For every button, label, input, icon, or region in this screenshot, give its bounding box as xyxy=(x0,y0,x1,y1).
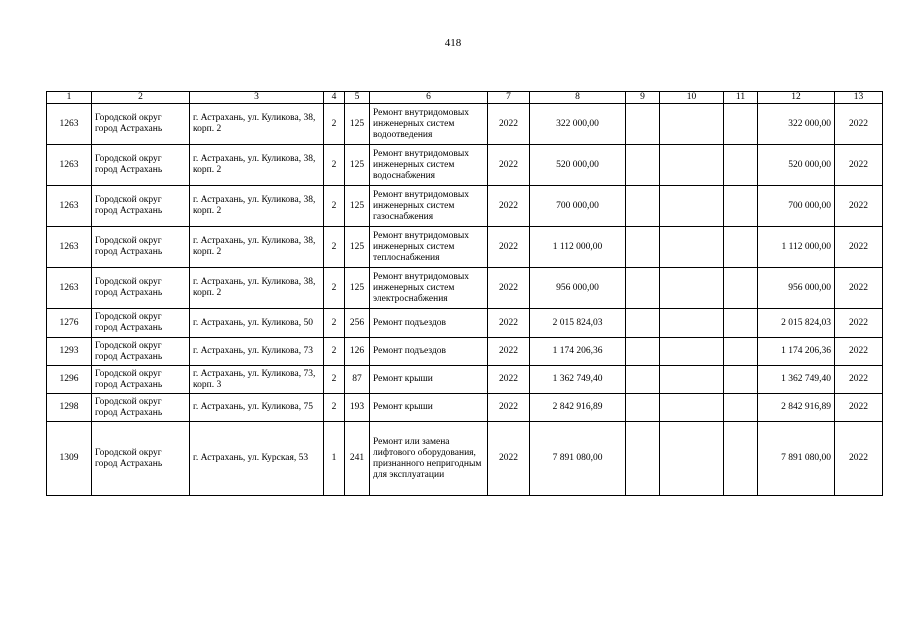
cell-col-11 xyxy=(724,338,758,366)
table-row xyxy=(47,227,883,268)
col-header-13: 13 xyxy=(835,92,883,104)
cell-col-9 xyxy=(626,309,660,338)
cell-col-4: 2 xyxy=(324,366,345,394)
table-row xyxy=(47,104,883,145)
cell-address: г. Астрахань, ул. Куликова, 38, корп. 2 xyxy=(190,145,324,186)
cell-year: 2022 xyxy=(488,268,530,309)
cell-address: г. Астрахань, ул. Куликова, 38, корп. 2 xyxy=(190,268,324,309)
capital-repair-table xyxy=(46,91,883,496)
col-header-4: 4 xyxy=(324,92,345,104)
cell-cost: 2 842 916,89 xyxy=(530,394,626,422)
page-number: 418 xyxy=(444,37,462,49)
cell-cost: 1 112 000,00 xyxy=(530,227,626,268)
table-row xyxy=(47,338,883,366)
cell-number: 1263 xyxy=(47,145,92,186)
cell-col-11 xyxy=(724,394,758,422)
cell-col-4: 2 xyxy=(324,394,345,422)
cell-col-11 xyxy=(724,309,758,338)
cell-year: 2022 xyxy=(488,422,530,496)
cell-col-11 xyxy=(724,227,758,268)
cell-total: 2 842 916,89 xyxy=(758,394,835,422)
cell-address: г. Астрахань, ул. Куликова, 73, корп. 3 xyxy=(190,366,324,394)
cell-work-type: Ремонт крыши xyxy=(370,366,488,394)
cell-cost: 520 000,00 xyxy=(530,145,626,186)
col-header-3: 3 xyxy=(190,92,324,104)
col-header-6: 6 xyxy=(370,92,488,104)
cell-period: 2022 xyxy=(835,422,883,496)
cell-number: 1263 xyxy=(47,104,92,145)
cell-address: г. Астрахань, ул. Куликова, 38, корп. 2 xyxy=(190,104,324,145)
cell-col-9 xyxy=(626,338,660,366)
table-row xyxy=(47,145,883,186)
cell-col-9 xyxy=(626,104,660,145)
cell-col-9 xyxy=(626,145,660,186)
cell-col-5: 125 xyxy=(345,104,370,145)
table-row xyxy=(47,309,883,338)
cell-municipality: Городской округ город Астрахань xyxy=(92,145,190,186)
cell-year: 2022 xyxy=(488,309,530,338)
cell-work-type: Ремонт внутридомовых инженерных систем водоотведения xyxy=(370,104,488,145)
cell-col-11 xyxy=(724,422,758,496)
cell-municipality: Городской округ город Астрахань xyxy=(92,309,190,338)
cell-number: 1263 xyxy=(47,186,92,227)
cell-col-11 xyxy=(724,268,758,309)
cell-number: 1296 xyxy=(47,366,92,394)
cell-work-type: Ремонт внутридомовых инженерных систем водоснабжения xyxy=(370,145,488,186)
cell-year: 2022 xyxy=(488,338,530,366)
cell-period: 2022 xyxy=(835,268,883,309)
cell-municipality: Городской округ город Астрахань xyxy=(92,227,190,268)
cell-col-5: 193 xyxy=(345,394,370,422)
cell-col-9 xyxy=(626,268,660,309)
cell-col-10 xyxy=(660,338,724,366)
cell-period: 2022 xyxy=(835,309,883,338)
col-header-11: 11 xyxy=(724,92,758,104)
cell-year: 2022 xyxy=(488,104,530,145)
cell-number: 1276 xyxy=(47,309,92,338)
cell-number: 1309 xyxy=(47,422,92,496)
cell-col-9 xyxy=(626,422,660,496)
cell-col-4: 2 xyxy=(324,145,345,186)
cell-cost: 322 000,00 xyxy=(530,104,626,145)
table-row xyxy=(47,268,883,309)
cell-col-5: 256 xyxy=(345,309,370,338)
cell-work-type: Ремонт внутридомовых инженерных систем теплоснабжения xyxy=(370,227,488,268)
col-header-12: 12 xyxy=(758,92,835,104)
col-header-2: 2 xyxy=(92,92,190,104)
cell-work-type: Ремонт внутридомовых инженерных систем газоснабжения xyxy=(370,186,488,227)
cell-year: 2022 xyxy=(488,186,530,227)
col-header-9: 9 xyxy=(626,92,660,104)
table-row xyxy=(47,366,883,394)
cell-col-4: 2 xyxy=(324,104,345,145)
col-header-8: 8 xyxy=(530,92,626,104)
cell-number: 1298 xyxy=(47,394,92,422)
cell-municipality: Городской округ город Астрахань xyxy=(92,186,190,227)
cell-year: 2022 xyxy=(488,227,530,268)
cell-col-4: 2 xyxy=(324,227,345,268)
cell-work-type: Ремонт или замена лифтового оборудования, признанного непригодным для эксплуатации xyxy=(370,422,488,496)
cell-col-9 xyxy=(626,394,660,422)
cell-col-5: 87 xyxy=(345,366,370,394)
cell-total: 322 000,00 xyxy=(758,104,835,145)
cell-cost: 2 015 824,03 xyxy=(530,309,626,338)
cell-municipality: Городской округ город Астрахань xyxy=(92,394,190,422)
cell-municipality: Городской округ город Астрахань xyxy=(92,104,190,145)
cell-col-11 xyxy=(724,104,758,145)
table-row xyxy=(47,422,883,496)
cell-number: 1263 xyxy=(47,268,92,309)
cell-period: 2022 xyxy=(835,338,883,366)
cell-col-4: 2 xyxy=(324,309,345,338)
cell-total: 1 174 206,36 xyxy=(758,338,835,366)
cell-total: 1 112 000,00 xyxy=(758,227,835,268)
cell-work-type: Ремонт внутридомовых инженерных систем электроснабжения xyxy=(370,268,488,309)
cell-year: 2022 xyxy=(488,366,530,394)
cell-address: г. Астрахань, ул. Куликова, 38, корп. 2 xyxy=(190,227,324,268)
cell-number: 1263 xyxy=(47,227,92,268)
cell-col-10 xyxy=(660,268,724,309)
cell-total: 520 000,00 xyxy=(758,145,835,186)
cell-col-11 xyxy=(724,366,758,394)
cell-col-9 xyxy=(626,227,660,268)
table-row xyxy=(47,186,883,227)
cell-col-4: 1 xyxy=(324,422,345,496)
cell-municipality: Городской округ город Астрахань xyxy=(92,268,190,309)
cell-col-5: 125 xyxy=(345,186,370,227)
cell-col-11 xyxy=(724,145,758,186)
cell-cost: 700 000,00 xyxy=(530,186,626,227)
cell-address: г. Астрахань, ул. Куликова, 73 xyxy=(190,338,324,366)
cell-col-5: 126 xyxy=(345,338,370,366)
cell-col-5: 125 xyxy=(345,145,370,186)
cell-col-9 xyxy=(626,186,660,227)
cell-col-4: 2 xyxy=(324,268,345,309)
cell-municipality: Городской округ город Астрахань xyxy=(92,338,190,366)
cell-col-11 xyxy=(724,186,758,227)
cell-cost: 1 174 206,36 xyxy=(530,338,626,366)
col-header-1: 1 xyxy=(47,92,92,104)
cell-col-9 xyxy=(626,366,660,394)
cell-col-4: 2 xyxy=(324,186,345,227)
cell-address: г. Астрахань, ул. Куликова, 75 xyxy=(190,394,324,422)
cell-work-type: Ремонт подъездов xyxy=(370,309,488,338)
cell-col-10 xyxy=(660,104,724,145)
cell-col-10 xyxy=(660,366,724,394)
cell-total: 956 000,00 xyxy=(758,268,835,309)
cell-col-4: 2 xyxy=(324,338,345,366)
cell-total: 1 362 749,40 xyxy=(758,366,835,394)
cell-address: г. Астрахань, ул. Курская, 53 xyxy=(190,422,324,496)
cell-period: 2022 xyxy=(835,186,883,227)
cell-col-10 xyxy=(660,309,724,338)
cell-municipality: Городской округ город Астрахань xyxy=(92,366,190,394)
cell-municipality: Городской округ город Астрахань xyxy=(92,422,190,496)
cell-col-10 xyxy=(660,186,724,227)
cell-address: г. Астрахань, ул. Куликова, 50 xyxy=(190,309,324,338)
cell-year: 2022 xyxy=(488,145,530,186)
cell-period: 2022 xyxy=(835,366,883,394)
cell-col-5: 125 xyxy=(345,268,370,309)
col-header-7: 7 xyxy=(488,92,530,104)
col-header-5: 5 xyxy=(345,92,370,104)
cell-total: 700 000,00 xyxy=(758,186,835,227)
cell-period: 2022 xyxy=(835,227,883,268)
cell-cost: 956 000,00 xyxy=(530,268,626,309)
cell-work-type: Ремонт подъездов xyxy=(370,338,488,366)
cell-year: 2022 xyxy=(488,394,530,422)
cell-period: 2022 xyxy=(835,145,883,186)
cell-cost: 1 362 749,40 xyxy=(530,366,626,394)
cell-total: 7 891 080,00 xyxy=(758,422,835,496)
col-header-10: 10 xyxy=(660,92,724,104)
cell-period: 2022 xyxy=(835,394,883,422)
cell-work-type: Ремонт крыши xyxy=(370,394,488,422)
cell-total: 2 015 824,03 xyxy=(758,309,835,338)
cell-number: 1293 xyxy=(47,338,92,366)
cell-col-10 xyxy=(660,422,724,496)
cell-col-10 xyxy=(660,227,724,268)
table-header-row xyxy=(47,92,883,104)
cell-period: 2022 xyxy=(835,104,883,145)
cell-col-5: 125 xyxy=(345,227,370,268)
cell-col-10 xyxy=(660,145,724,186)
cell-col-5: 241 xyxy=(345,422,370,496)
cell-address: г. Астрахань, ул. Куликова, 38, корп. 2 xyxy=(190,186,324,227)
table-row xyxy=(47,394,883,422)
cell-col-10 xyxy=(660,394,724,422)
cell-cost: 7 891 080,00 xyxy=(530,422,626,496)
